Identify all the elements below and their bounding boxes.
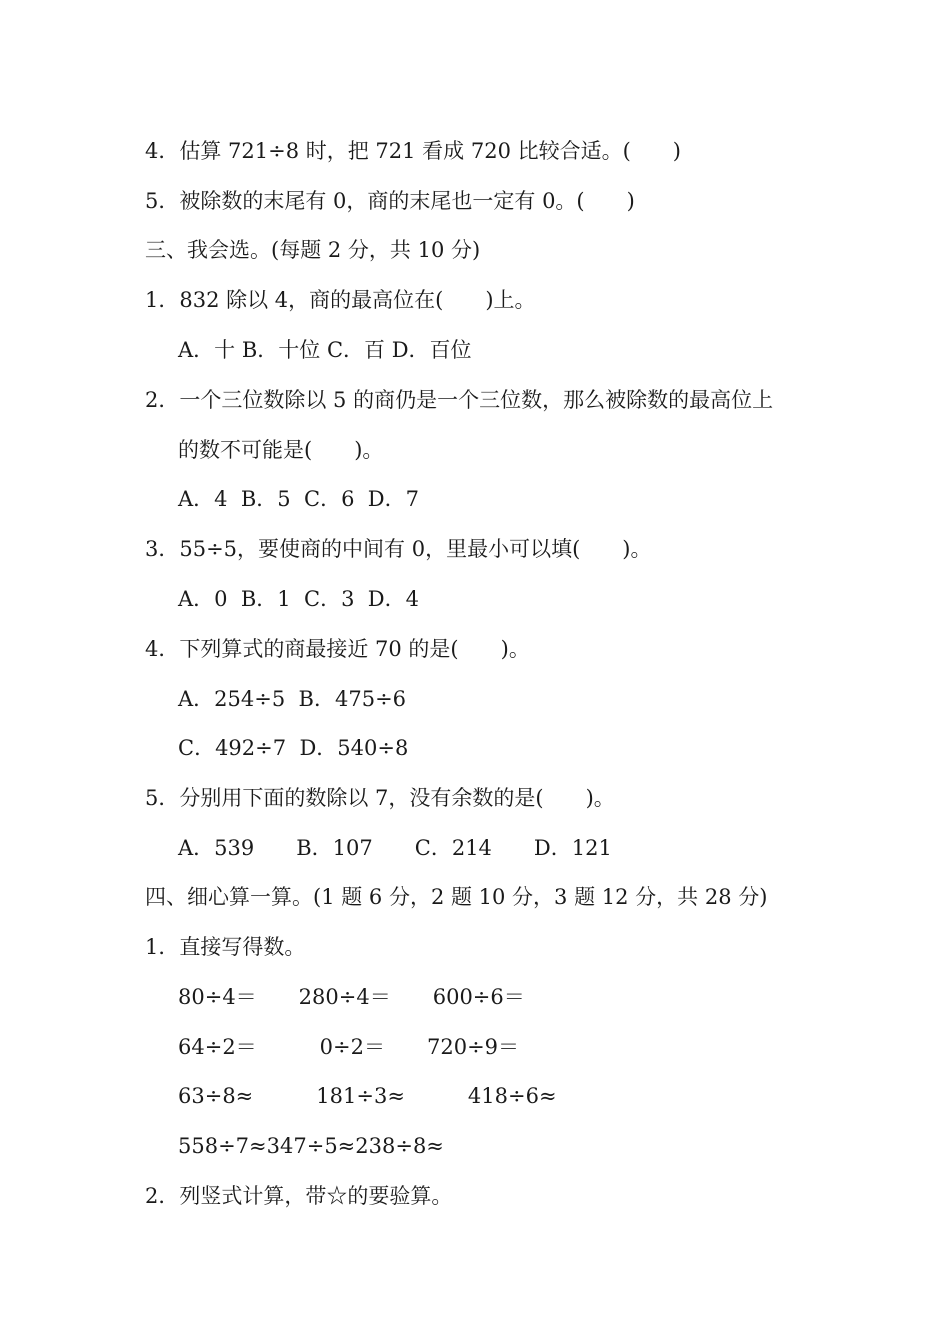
choice-question-4: 4．下列算式的商最接近 70 的是( )。 [145, 637, 530, 661]
calc-row-1: 80÷4＝ 280÷4＝ 600÷6＝ [178, 985, 525, 1009]
judge-item-5: 5．被除数的末尾有 0，商的末尾也一定有 0。( ) [145, 189, 635, 213]
calc-row-2: 64÷2＝ 0÷2＝ 720÷9＝ [178, 1035, 520, 1059]
choice-options-4a: A．254÷5 B．475÷6 [178, 687, 407, 711]
calc-question-2: 2．列竖式计算，带☆的要验算。 [145, 1184, 453, 1208]
choice-options-3: A．0 B．1 C．3 D．4 [178, 587, 419, 611]
calc-row-3: 63÷8≈ 181÷3≈ 418÷6≈ [178, 1084, 557, 1108]
choice-question-3: 3．55÷5，要使商的中间有 0，里最小可以填( )。 [145, 537, 652, 561]
choice-options-5: A．539 B．107 C．214 D．121 [178, 836, 612, 860]
judge-item-4: 4．估算 721÷8 时，把 721 看成 720 比较合适。( ) [145, 139, 682, 163]
calc-question-1: 1．直接写得数。 [145, 935, 306, 959]
choice-question-2-cont: 的数不可能是( )。 [178, 438, 384, 462]
choice-options-2: A．4 B．5 C．6 D．7 [178, 487, 419, 511]
choice-options-1: A．十 B．十位 C．百 D．百位 [178, 338, 472, 362]
choice-question-1: 1．832 除以 4，商的最高位在( )上。 [145, 288, 536, 312]
choice-question-2: 2．一个三位数除以 5 的商仍是一个三位数，那么被除数的最高位上 [145, 388, 774, 412]
choice-options-4b: C．492÷7 D．540÷8 [178, 736, 409, 760]
calc-row-4: 558÷7≈347÷5≈238÷8≈ [178, 1134, 444, 1158]
section-4-heading: 四、细心算一算。(1 题 6 分，2 题 10 分，3 题 12 分，共 28 分) [145, 885, 768, 909]
choice-question-5: 5．分别用下面的数除以 7，没有余数的是( )。 [145, 786, 615, 810]
section-3-heading: 三、我会选。(每题 2 分，共 10 分) [145, 238, 481, 262]
